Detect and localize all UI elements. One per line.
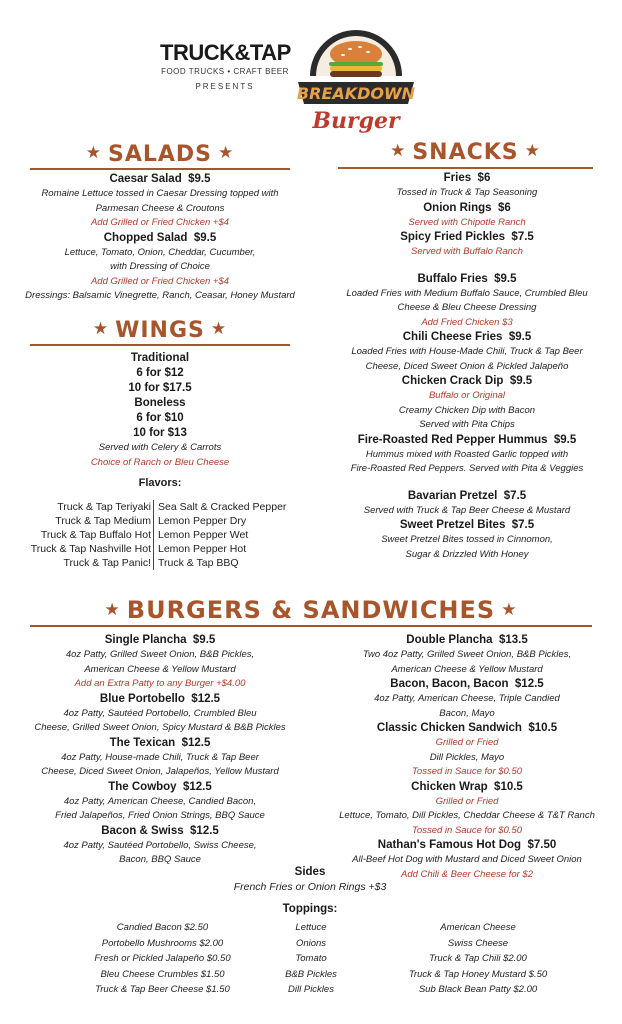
- burgers-right-column: [322, 633, 612, 882]
- item-description: 4oz Patty, American Cheese, Triple Candied: [374, 693, 560, 704]
- item-description: Cheese, Diced Sweet Onion, Jalapeños, Yellow Mustard: [41, 766, 279, 777]
- flavor-item: Truck & Tap Medium: [55, 515, 151, 527]
- item-description: Lettuce, Tomato, Onion, Cheddar, Cucumber,: [64, 246, 256, 258]
- star-icon: ★: [85, 143, 102, 163]
- item-option: Grilled or Fried: [435, 795, 499, 807]
- item-description: Sweet Pretzel Bites tossed in Cinnomon,: [381, 534, 553, 545]
- wings-choice: Choice of Ranch or Bleu Cheese: [90, 456, 230, 468]
- toppings-col-3: [378, 920, 578, 998]
- toppings-title-block: [110, 902, 510, 917]
- item-addon: Tossed in Sauce for $0.50: [411, 766, 523, 777]
- star-icon: ★: [210, 319, 228, 339]
- presents-label: PRESENTS: [195, 82, 255, 91]
- topping-item: Bleu Cheese Crumbles $1.50: [100, 968, 225, 980]
- burgers-rule: [30, 625, 592, 627]
- star-icon: ★: [104, 600, 121, 620]
- logo-word-breakdown: BREAKDOWN: [296, 84, 416, 103]
- snacks-section: [322, 171, 612, 562]
- star-icon: ★: [524, 141, 541, 161]
- flavor-item: Lemon Pepper Dry: [158, 515, 247, 527]
- item-addon: Add Fried Chicken $3: [421, 316, 513, 328]
- menu-item-classic-chicken-sandwich: Classic Chicken Sandwich $10.5: [376, 722, 558, 734]
- menu-item-the-cowboy: The Cowboy $12.5: [108, 780, 212, 793]
- item-addon: Add Grilled or Fried Chicken +$4: [90, 275, 230, 287]
- brand-name: TRUCK&TAP: [160, 40, 291, 65]
- sides-title: Sides: [294, 866, 326, 878]
- wings-line: Boneless: [134, 397, 186, 409]
- item-description: 4oz Patty, House-made Chili, Truck & Tap Beer: [61, 751, 259, 763]
- item-description: Cheese, Grilled Sweet Onion, Spicy Mustard & B&B Pickles: [34, 722, 286, 733]
- item-description: Creamy Chicken Dip with Bacon: [398, 404, 536, 416]
- wings-section: [15, 351, 305, 491]
- wings-line: Traditional: [130, 352, 190, 364]
- item-description: American Cheese & Yellow Mustard: [391, 663, 543, 675]
- wings-line: 6 for $10: [136, 412, 184, 424]
- sides-text: French Fries or Onion Rings +$3: [233, 881, 387, 893]
- menu-item-bavarian-pretzel: Bavarian Pretzel $7.5: [407, 489, 527, 502]
- topping-item: Tomato: [295, 953, 327, 964]
- item-description: Cheese, Diced Sweet Onion & Pickled Jalapeño: [365, 360, 569, 372]
- item-description: 4oz Patty, Grilled Sweet Onion, B&B Pickles,: [65, 649, 255, 660]
- wings-title: WINGS: [115, 318, 205, 343]
- topping-item: Truck & Tap Beer Cheese $1.50: [95, 984, 230, 995]
- item-description: Bacon, BBQ Sauce: [119, 854, 201, 865]
- flavor-item: Lemon Pepper Wet: [158, 529, 249, 541]
- menu-item-hummus: Fire-Roasted Red Pepper Hummus $9.5: [357, 433, 577, 446]
- flavors-title: Flavors:: [138, 477, 182, 489]
- item-addon: Served with Buffalo Ranch: [411, 246, 523, 257]
- salads-section: [15, 172, 305, 304]
- item-description: Loaded Fries with House-Made Chili, Truck & Tap Beer: [351, 346, 583, 357]
- topping-item: Truck & Tap Chili $2.00: [429, 953, 527, 964]
- wings-line: 6 for $12: [136, 367, 184, 379]
- salads-title: SALADS: [107, 142, 213, 167]
- flavor-item: Truck & Tap BBQ: [158, 557, 239, 569]
- item-description: with Dressing of Choice: [110, 261, 210, 272]
- item-description: American Cheese & Yellow Mustard: [84, 663, 236, 675]
- menu-item-chili-cheese-fries: Chili Cheese Fries $9.5: [402, 331, 532, 343]
- menu-item-the-texican: The Texican $12.5: [109, 736, 211, 749]
- wings-served: Served with Celery & Carrots: [98, 442, 222, 453]
- menu-item-spicy-fried-pickles: Spicy Fried Pickles $7.5: [400, 231, 534, 243]
- flavor-item: Lemon Pepper Hot: [158, 543, 247, 555]
- item-description: 4oz Patty, American Cheese, Candied Bacon,: [63, 795, 257, 807]
- menu-item-bacon-swiss: Bacon & Swiss $12.5: [101, 824, 219, 837]
- item-description: Sugar & Drizzled With Honey: [405, 548, 529, 560]
- menu-item-double-plancha: Double Plancha $13.5: [406, 634, 528, 646]
- item-description: Tossed in Truck & Tap Seasoning: [396, 187, 538, 198]
- item-addon: Tossed in Sauce for $0.50: [411, 824, 523, 836]
- item-addon: Add Chili & Beer Cheese for $2: [400, 868, 534, 880]
- topping-item: Portobello Mushrooms $2.00: [101, 937, 224, 949]
- star-icon: ★: [92, 319, 110, 339]
- salads-rule: [30, 168, 290, 170]
- wings-line: 10 for $13: [133, 427, 187, 439]
- flavors-divider: [153, 500, 154, 570]
- menu-item-fries: Fries $6: [443, 172, 491, 184]
- topping-item: Dill Pickles: [288, 984, 334, 995]
- menu-item-onion-rings: Onion Rings $6: [423, 201, 511, 214]
- topping-item: Fresh or Pickled Jalapeño $0.50: [94, 953, 231, 964]
- menu-item-chicken-wrap: Chicken Wrap $10.5: [411, 780, 523, 793]
- toppings-title: Toppings:: [282, 903, 338, 915]
- item-description: Served with Pita Chips: [419, 419, 515, 430]
- item-description: Two 4oz Patty, Grilled Sweet Onion, B&B Pickles,: [362, 649, 572, 660]
- wings-rule: [30, 344, 290, 346]
- wings-line: 10 for $17.5: [128, 382, 192, 394]
- topping-item: Sub Black Bean Patty $2.00: [418, 984, 538, 995]
- item-description: Bacon, Mayo: [439, 707, 495, 719]
- menu-item-chopped-salad: Chopped Salad $9.5: [103, 231, 217, 244]
- toppings-col-1: [70, 920, 255, 998]
- breakdown-burger-logo: [290, 18, 422, 136]
- item-description: Fried Jalapeños, Fried Onion Strings, BBQ Sauce: [55, 810, 265, 821]
- topping-item: Onions: [295, 937, 327, 949]
- item-description: Hummus mixed with Roasted Garlic topped with: [365, 448, 569, 460]
- topping-item: Candied Bacon $2.50: [116, 922, 209, 933]
- item-description: 4oz Patty, Sautéed Portobello, Swiss Cheese,: [63, 839, 257, 851]
- item-option: Grilled or Fried: [435, 737, 499, 748]
- snacks-title: SNACKS: [412, 140, 519, 165]
- flavor-item: Truck & Tap Buffalo Hot: [40, 529, 151, 541]
- item-addon: Add Grilled or Fried Chicken +$4: [90, 217, 230, 228]
- item-description: Served with Truck & Tap Beer Cheese & Mustard: [363, 504, 571, 516]
- topping-item: B&B Pickles: [285, 968, 337, 980]
- menu-item-sweet-pretzel-bites: Sweet Pretzel Bites $7.5: [399, 519, 535, 531]
- item-description: Romaine Lettuce tossed in Caesar Dressing topped with: [41, 188, 279, 199]
- burgers-heading: [30, 596, 592, 624]
- dressings-list: Dressings: Balsamic Vinegrette, Ranch, Ceasar, Honey Mustard: [25, 290, 295, 301]
- item-description: Fire-Roasted Red Peppers. Served with Pita & Veggies: [350, 463, 584, 474]
- star-icon: ★: [501, 600, 518, 620]
- sides-section: [110, 865, 510, 895]
- burgers-left-column: [15, 633, 305, 868]
- menu-item-caesar-salad: Caesar Salad $9.5: [109, 173, 211, 185]
- brand-block: [160, 40, 290, 91]
- item-addon: Add an Extra Patty to any Burger +$4.00: [74, 678, 246, 689]
- snacks-heading: [338, 140, 593, 165]
- item-addon: Buffalo or Original: [428, 390, 506, 401]
- menu-item-nathans-hot-dog: Nathan's Famous Hot Dog $7.50: [377, 839, 557, 851]
- item-description: Dill Pickles, Mayo: [429, 751, 505, 763]
- flavor-item: Truck & Tap Panic!: [63, 557, 151, 569]
- menu-item-single-plancha: Single Plancha $9.5: [104, 634, 216, 646]
- topping-item: Truck & Tap Honey Mustard $.50: [408, 968, 548, 980]
- burgers-title: BURGERS & SANDWICHES: [126, 596, 496, 624]
- snacks-rule: [338, 167, 593, 169]
- topping-item: Swiss Cheese: [447, 937, 509, 949]
- burger-logo-icon: [290, 18, 422, 136]
- star-icon: ★: [218, 143, 235, 163]
- item-description: 4oz Patty, Sautéed Portobello, Crumbled Bleu: [63, 707, 257, 719]
- menu-item-bacon-bacon-bacon: Bacon, Bacon, Bacon $12.5: [390, 678, 544, 690]
- item-description: Cheese & Bleu Cheese Dressing: [397, 302, 537, 313]
- flavor-item: Truck & Tap Nashville Hot: [30, 543, 151, 555]
- item-description: Lettuce, Tomato, Dill Pickles, Cheddar Cheese & T&T Ranch: [339, 810, 595, 821]
- salads-heading: [30, 142, 290, 167]
- flavor-item: Sea Salt & Cracked Pepper: [158, 501, 287, 513]
- brand-tagline: FOOD TRUCKS • CRAFT BEER: [161, 67, 289, 76]
- item-description: Parmesan Cheese & Croutons: [95, 202, 225, 214]
- wings-heading: [30, 318, 290, 343]
- item-addon: Served with Chipotle Ranch: [408, 216, 526, 228]
- item-description: All-Beef Hot Dog with Mustard and Diced Sweet Onion: [352, 854, 582, 865]
- menu-item-blue-portobello: Blue Portobello $12.5: [99, 692, 221, 705]
- star-icon: ★: [390, 141, 407, 161]
- topping-item: American Cheese: [440, 922, 516, 933]
- logo-word-burger: Burger: [312, 108, 400, 134]
- flavor-item: Truck & Tap Teriyaki: [57, 501, 151, 513]
- menu-item-buffalo-fries: Buffalo Fries $9.5: [417, 272, 517, 285]
- menu-item-chicken-crack-dip: Chicken Crack Dip $9.5: [401, 375, 533, 387]
- item-description: Loaded Fries with Medium Buffalo Sauce, Crumbled Bleu: [346, 287, 588, 299]
- topping-item: Lettuce: [295, 922, 327, 933]
- toppings-col-2: [262, 920, 360, 998]
- flavors-table: [25, 500, 290, 570]
